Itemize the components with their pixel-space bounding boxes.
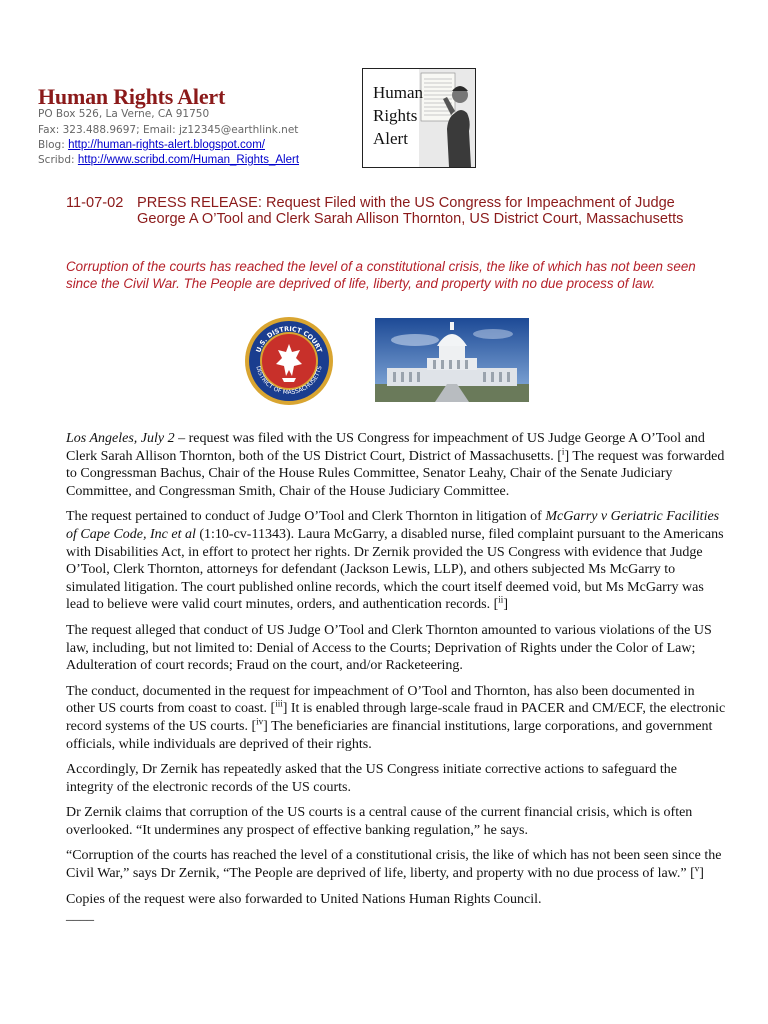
blog-label: Blog: [38,139,65,151]
logo-word-alert: Alert [373,129,408,148]
case-name: McGarry v Geriatric Facilities of Cape Code, Inc et al [66,509,720,542]
seal-bottom-text: DISTRICT OF MASSACHUSETTS [254,365,324,397]
scribd-link[interactable]: http://www.scribd.com/Human_Rights_Alert [77,154,300,166]
footnote-ref[interactable]: i [561,445,565,456]
footnote-ref[interactable]: v [694,863,700,874]
address-line: PO Box 526, La Verne, CA 91750 [38,108,210,120]
seal-top-text: U.S. DISTRICT COURT [254,324,324,354]
blog-line [38,139,265,151]
footnote-ref[interactable]: iv [256,716,264,727]
paragraph-6: Dr Zernik claims that corruption of the US courts is a central cause of the current financial crisis, which is often overlooked. “It undermines any prospect of effective banking regulation,” he says. [66,805,693,838]
footnote-ref[interactable]: iii [275,698,283,709]
fax-email-line: Fax: 323.488.9697; Email: jz12345@earthlink.net [38,124,299,136]
footnote-divider: ____ [66,908,94,924]
logo-word-human: Human [373,83,424,102]
paragraph-1: Los Angeles, July 2 – request was filed with the US Congress for impeachment of US Judge George A O’Tool and Clerk Sarah Allison Thornton, both of the US District Court, District of Massachusetts. [$^i$] The request was forwarded to Congressman Bachus, Chair of the House Rules Committee, Senator Leahy, Chair of the Senate Judiciary Committee, and Congressman Smith, Chair of the House Judiciary Committee. [66,431,725,499]
paragraph-7: “Corruption of the courts has reached the level of a constitutional crisis, the like of which has not been seen since the Civil War,” says Dr Zernik, “The People are deprived of life, liberty, and property with no due process of law.” [$^v$] [66,848,722,882]
org-title: Human Rights Alert [38,84,226,109]
subhead-quote: Corruption of the courts has reached the level of a constitutional crisis, the like of which has not been seen since the Civil War. The People are deprived of life, liberty, and property with no due process of law. [66,259,696,291]
footnote-ref[interactable]: ii [498,594,504,605]
scribd-label: Scribd: [38,154,75,166]
logo-word-rights: Rights [373,106,418,125]
blog-link[interactable]: http://human-rights-alert.blogspot.com/ [68,139,265,151]
article-body [66,430,726,922]
district-court-seal-image [244,316,334,406]
paragraph-5: Accordingly, Dr Zernik has repeatedly asked that the US Congress initiate corrective actions to safeguard the integrity of the electronic records of the US courts. [66,762,677,795]
paragraph-2: The request pertained to conduct of Judge O’Tool and Clerk Thornton in litigation of McGarry v Geriatric Facilities of Cape Code, Inc et al (1:10-cv-11343). Laura McGarry, a disabled nurse, filed complaint pursuant to the Americans with Disabilities Act, in effort to protect her rights. Dr Zernik provided the US Congress with evidence that Judge O’Tool, Clerk Thornton, attorneys for defendant (Jackson Lewis, LLP), and others subjected Ms McGarry to simulated litigation. The court published online records, which the court itself deemed void, but Ms McGarry was lead to believe were valid court minutes, orders, and authentication records. [$^{ii}$] [66,509,724,613]
headline-text: PRESS RELEASE: Request Filed with the US Congress for Impeachment of Judge George A O’Tool and Clerk Sarah Allison Thornton, US District Court, Massachusetts [137,195,684,227]
paragraph-4: The conduct, documented in the request for impeachment of O’Tool and Thornton, has also been documented in other US courts from coast to coast. [$^{iii}$] It is enabled through large-scale fraud in PACER and CM/ECF, the electronic record systems of the US courts. [$^{iv}$] The beneficiaries are financial institutions, large corporations, and government officials, while individuals are deprived of their rights. [66,683,726,752]
paragraph-3: The request alleged that conduct of US Judge O’Tool and Clerk Thornton amounted to various violations of the US law, including, but not limited to: Denial of Access to the Courts; Deprivation of Rights under the Color of Law; Adulteration of court records; Fraud on the court, and/or Racketeering. [66,622,712,674]
paragraph-8: Copies of the request were also forwarded to United Nations Human Rights Council. [66,891,542,907]
scribd-line [38,154,299,166]
capitol-building-image [375,318,529,402]
headline-date: 11-07-02 [66,195,124,211]
human-rights-alert-logo [362,68,476,168]
dateline: Los Angeles, July 2 [66,431,175,446]
